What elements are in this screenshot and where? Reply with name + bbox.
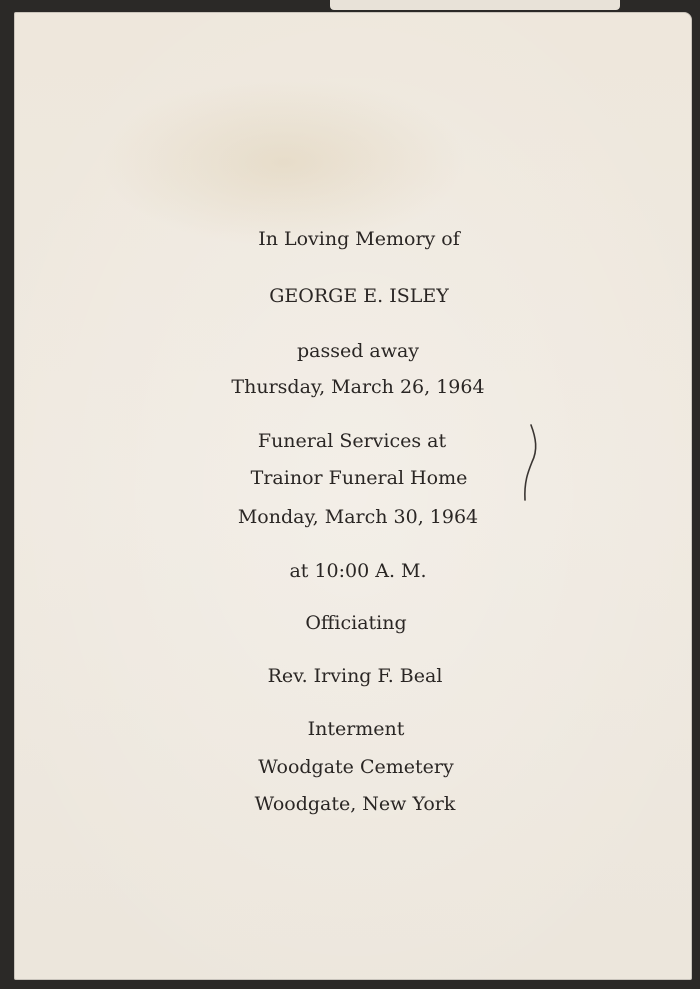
services-label: Funeral Services at: [257, 430, 447, 452]
service-date: Monday, March 30, 1964: [237, 506, 479, 528]
deceased-name: GEORGE E. ISLEY: [269, 285, 449, 307]
service-time: at 10:00 A. M.: [289, 560, 427, 582]
interment-label: Interment: [307, 718, 405, 740]
cemetery-name: Woodgate Cemetery: [258, 756, 454, 778]
passed-away-date: Thursday, March 26, 1964: [231, 376, 485, 398]
memorial-heading: In Loving Memory of: [258, 228, 460, 250]
funeral-home: Trainor Funeral Home: [250, 467, 468, 489]
officiant-name: Rev. Irving F. Beal: [267, 665, 443, 687]
passed-away-label: passed away: [296, 340, 420, 362]
cemetery-location: Woodgate, New York: [254, 793, 456, 815]
officiating-label: Officiating: [305, 612, 407, 634]
